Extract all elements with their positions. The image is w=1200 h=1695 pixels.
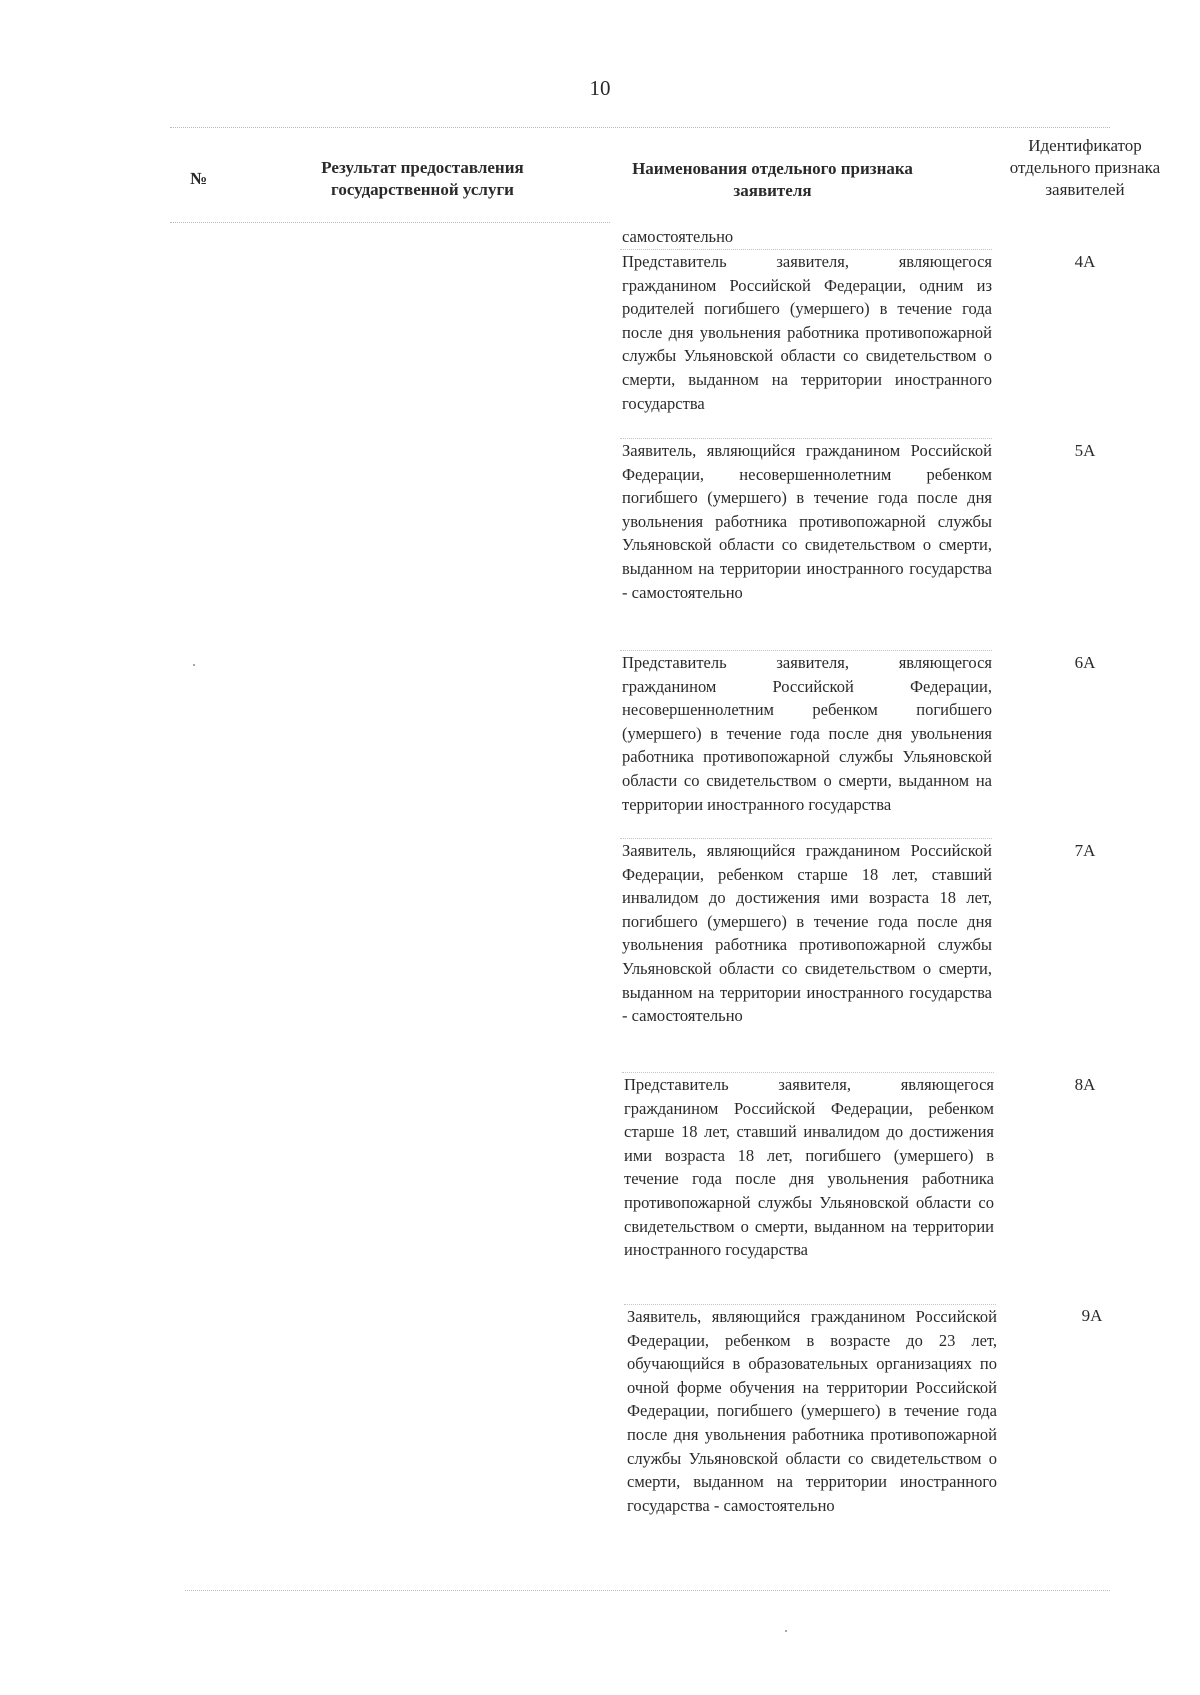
scan-speck [193, 664, 195, 666]
page-number: 10 [589, 76, 611, 100]
header-applicant-sign: Наименования отдельного признака заявителя [632, 159, 913, 200]
row-identifier: 7А [1074, 841, 1096, 860]
row-text: Представитель заявителя, являющегося гражданином Российской Федерации, одним из родителей погибшего (умершего) в течение года после дня увольнения работника противопожарной службы Ульяновской области со свидетельством о смерти, выданном на территории иностранного государства [622, 252, 992, 413]
row-identifier: 9А [1081, 1306, 1103, 1325]
row-text: Заявитель, являющийся гражданином Российской Федерации, несовершеннолетним ребенком погибшего (умершего) в течение года после дня увольнения работника противопожарной службы Ульяновской области со свидетельством о смерти, выданном на территории иностранного государства - самостоятельно [622, 441, 992, 602]
row-identifier: 5А [1074, 441, 1096, 460]
header-bottom-border [170, 222, 610, 223]
row-identifier: 6А [1074, 653, 1096, 672]
header-number: № [190, 169, 208, 188]
header-result: Результат предоставления государственной услуги [321, 158, 524, 199]
table-bottom-border [185, 1590, 1110, 1591]
table-top-border [170, 127, 1110, 128]
row-text: Представитель заявителя, являющегося гражданином Российской Федерации, несовершеннолетним ребенком погибшего (умершего) в течение года после дня увольнения работника противопожарной службы Ульяновской области со свидетельством о смерти, выданном на территории иностранного государства [622, 653, 992, 814]
header-identifier: Идентификатор отдельного признака заявителей [1009, 136, 1161, 199]
row-identifier: 8А [1074, 1075, 1096, 1094]
row-identifier: 4А [1074, 252, 1096, 271]
row-text: Заявитель, являющийся гражданином Российской Федерации, ребенком в возрасте до 23 лет, обучающийся в образовательных организациях по очной форме обучения на территории Российской Федерации, погибшего (умершего) в течение года после дня увольнения работника противопожарной службы Ульяновской области со свидетельством о смерти, выданном на территории иностранного государства - самостоятельно [627, 1307, 997, 1515]
scan-speck [785, 1630, 787, 1632]
row-text: Представитель заявителя, являющегося гражданином Российской Федерации, ребенком старше 18 лет, ставший инвалидом до достижения ими возраста 18 лет, погибшего (умершего) в течение года после дня увольнения работника противопожарной службы Ульяновской области со свидетельством о смерти, выданном на территории иностранного государства [624, 1075, 994, 1260]
row-text: Заявитель, являющийся гражданином Российской Федерации, ребенком старше 18 лет, ставший инвалидом до достижения ими возраста 18 лет, погибшего (умершего) в течение года после дня увольнения работника противопожарной службы Ульяновской области со свидетельством о смерти, выданном на территории иностранного государства - самостоятельно [622, 841, 992, 1026]
continuation-text: самостоятельно [622, 227, 734, 246]
